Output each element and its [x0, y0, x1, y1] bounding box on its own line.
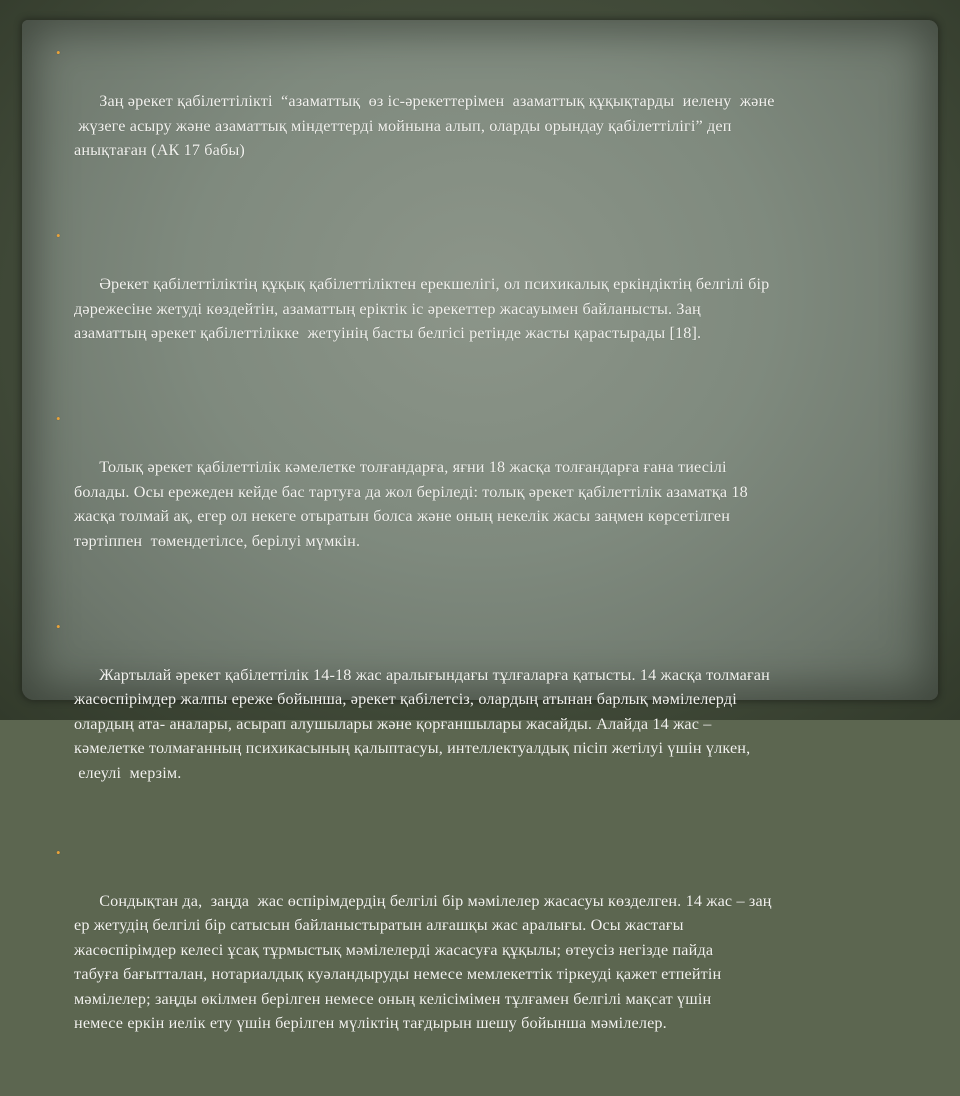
slide-content	[56, 40, 916, 1096]
bullet-icon: •	[56, 45, 61, 60]
paragraph-text: Сондықтан да, заңда жас өспірімдердің белгілі бір мәмілелер жасасуы көзделген. 14 жас – заң ер жетудің белгілі бір сатысын байланыстыратын алғашқы жас аралығы. Осы жастағы жасөспірімдер келесі ұсақ тұрмыстық мәмілелерді жасасуға құқылы; өтеусіз негізде пайда табуға бағытталан, нотариалдық куәландыруды немесе мемлекеттік тіркеуді қажет етпейтін мәмілелер; заңды өкілмен берілген немесе оның келісімімен тұлғамен белгілі мақсат үшін немесе еркін иелік ету үшін берілген мүліктің тағдырын шешу бойынша мәмілелер.	[74, 891, 772, 1032]
paragraph-text: Толық әрекет қабілеттілік кәмелетке толғандарға, яғни 18 жасқа толғандарға ғана тиесілі болады. Осы ережеден кейде бас тартуға да жол беріледі: толық әрекет қабілеттілік азаматқа 18 жасқа толмай ақ, егер ол некеге отыратын болса және оның некелік жасы заңмен көрсетілген тәртіппен төмендетілсе, берілуі мүмкін.	[74, 458, 748, 550]
bullet-icon: •	[56, 411, 61, 426]
paragraph-text: Әрекет қабілеттіліктің құқық қабілеттіліктен ерекшелігі, ол психикалық еркіндіктің белгілі бір дәрежесіне жетуді көздейтін, азаматтың еріктік іс әрекеттер жасауымен байланысты. Заң азаматтың әрекет қабілеттілікке жетуінің басты белгісі ретінде жасты қарастырады [18].	[74, 275, 770, 342]
paragraph-text: Жартылай әрекет қабілеттілік 14-18 жас аралығындағы тұлғаларға қатысты. 14 жасқа толмаған жасөспірімдер жалпы ереже бойынша, әрекет қабілетсіз, олардың атынан барлық мәмілелерді олардың ата- аналары, асырап алушылары және қорғаншылары жасайды. Алайда 14 жас – кәмелетке толмағанның психикасының қалыптасуы, интеллектуалдық пісіп жетілуі үшін үлкен, елеулі мерзім.	[74, 665, 770, 782]
paragraph-3	[56, 406, 916, 578]
paragraph-5	[56, 840, 916, 1061]
paragraph-1	[56, 40, 916, 187]
paragraph-4	[56, 614, 916, 810]
bullet-icon: •	[56, 618, 61, 634]
paragraph-2	[56, 223, 916, 370]
bullet-icon: •	[56, 228, 61, 243]
paragraph-text: Заң әрекет қабілеттілікті “азаматтық өз іс-әрекеттерімен азаматтық құқықтарды иелену және жүзеге асыру және азаматтық міндеттерді мойнына алып, оларды орындау қабілеттілігі” деп анықтаған (АК 17 бабы)	[74, 92, 775, 159]
bullet-icon: •	[56, 844, 61, 860]
